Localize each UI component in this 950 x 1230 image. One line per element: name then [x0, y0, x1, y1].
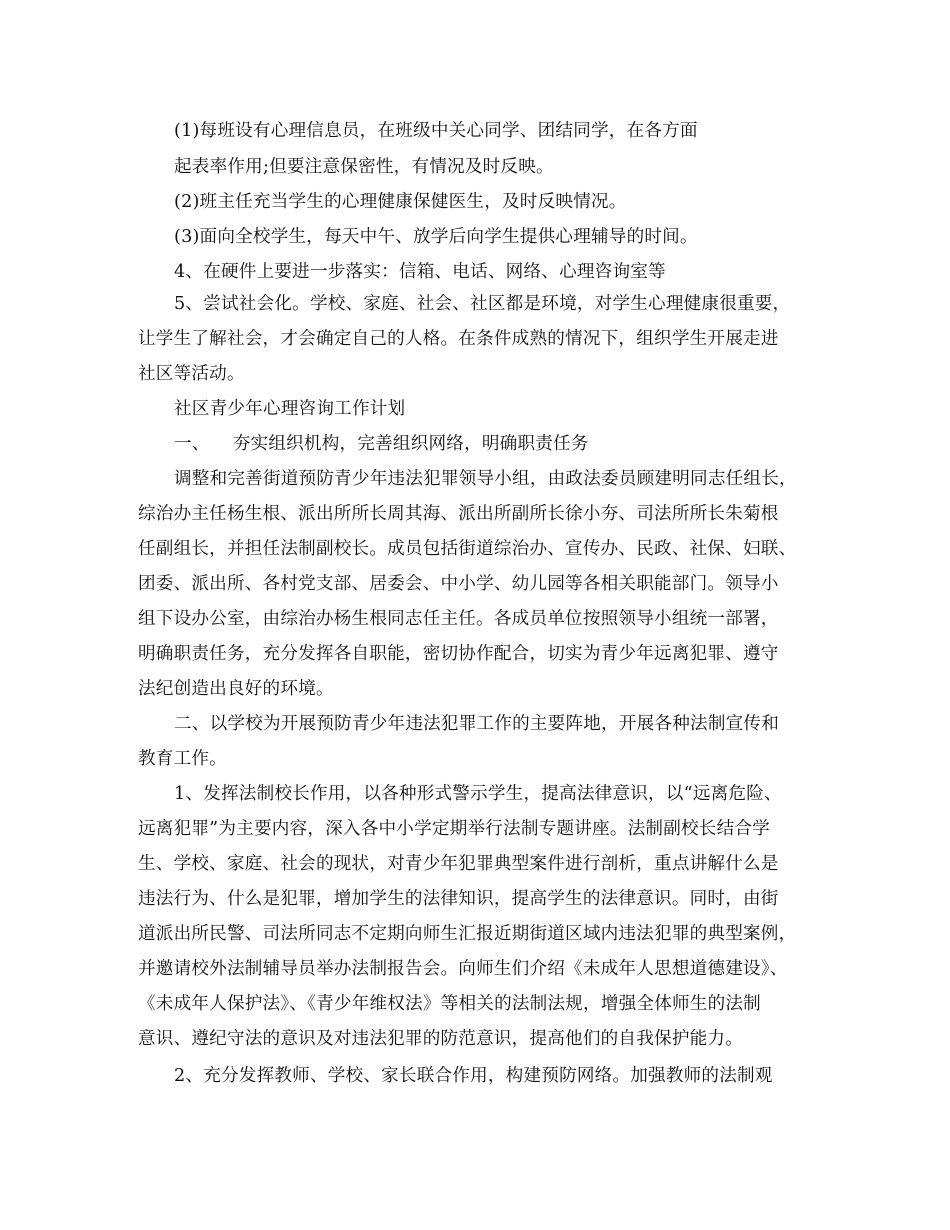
text-line: 法纪创造出良好的环境。: [138, 679, 334, 699]
text-line: 团委、派出所、各村党支部、居委会、中小学、幼儿园等各相关职能部门。领导小: [138, 574, 779, 594]
text-line: 违法行为、什么是犯罪，增加学生的法律知识，提高学生的法律意识。同时，由街: [138, 889, 779, 909]
text-line: 组下设办公室，由综治办杨生根同志任主任。各成员单位按照领导小组统一部署，: [138, 609, 779, 629]
text-line: (1)每班设有心理信息员，在班级中关心同学、团结同学，在各方面: [174, 121, 698, 141]
text-line: 5、尝试社会化。学校、家庭、社会、社区都是环境，对学生心理健康很重要，: [174, 294, 791, 314]
text-line: 生、学校、家庭、社会的现状，对青少年犯罪典型案件进行剖析，重点讲解什么是: [138, 854, 779, 874]
text-line: (3)面向全校学生，每天中午、放学后向学生提供心理辅导的时间。: [174, 227, 698, 247]
text-line: 远离犯罪”为主要内容，深入各中小学定期举行法制专题讲座。法制副校长结合学: [138, 819, 770, 839]
text-line: 综治办主任杨生根、派出所所长周其海、派出所副所长徐小夯、司法所所长朱菊根: [138, 504, 779, 524]
text-line: 教育工作。: [138, 749, 227, 769]
text-line: (2)班主任充当学生的心理健康保健医生，及时反映情况。: [174, 192, 627, 212]
text-line: 《未成年人保护法》、《青少年维权法》等相关的法制法规，增强全体师生的法制: [138, 994, 761, 1014]
text-line: 起表率作用;但要注意保密性，有情况及时反映。: [174, 157, 554, 177]
text-line: 社区等活动。: [138, 364, 245, 384]
text-line: 调整和完善街道预防青少年违法犯罪领导小组，由政法委员顾建明同志任组长，: [174, 469, 797, 489]
text-line: 意识、遵纪守法的意识及对违法犯罪的防范意识，提高他们的自我保护能力。: [138, 1029, 743, 1049]
text-line: 1、发挥法制校长作用，以各种形式警示学生，提高法律意识，以“远离危险、: [174, 784, 782, 804]
text-line: 4、在硬件上要进一步落实：信箱、电话、网络、心理咨询室等: [174, 262, 666, 282]
text-line: 2、充分发挥教师、学校、家长联合作用，构建预防网络。加强教师的法制观: [174, 1066, 773, 1086]
text-line: 并邀请校外法制辅导员举办法制报告会。向师生们介绍《未成年人思想道德建设》、: [138, 959, 788, 979]
text-line: 明确职责任务，充分发挥各自职能，密切协作配合，切实为青少年远离犯罪、遵守: [138, 644, 779, 664]
section-heading: 社区青少年心理咨询工作计划: [174, 399, 406, 419]
section-heading: 一、 夯实组织机构，完善组织网络，明确职责任务: [174, 434, 589, 454]
text-line: 让学生了解社会，才会确定自己的人格。在条件成熟的情况下，组织学生开展走进: [138, 329, 779, 349]
text-line: 任副组长，并担任法制副校长。成员包括街道综治办、宣传办、民政、社保、妇联、: [138, 539, 797, 559]
text-line: 道派出所民警、司法所同志不定期向师生汇报近期街道区域内违法犯罪的典型案例，: [138, 924, 797, 944]
text-line: 二、以学校为开展预防青少年违法犯罪工作的主要阵地，开展各种法制宣传和: [174, 714, 779, 734]
